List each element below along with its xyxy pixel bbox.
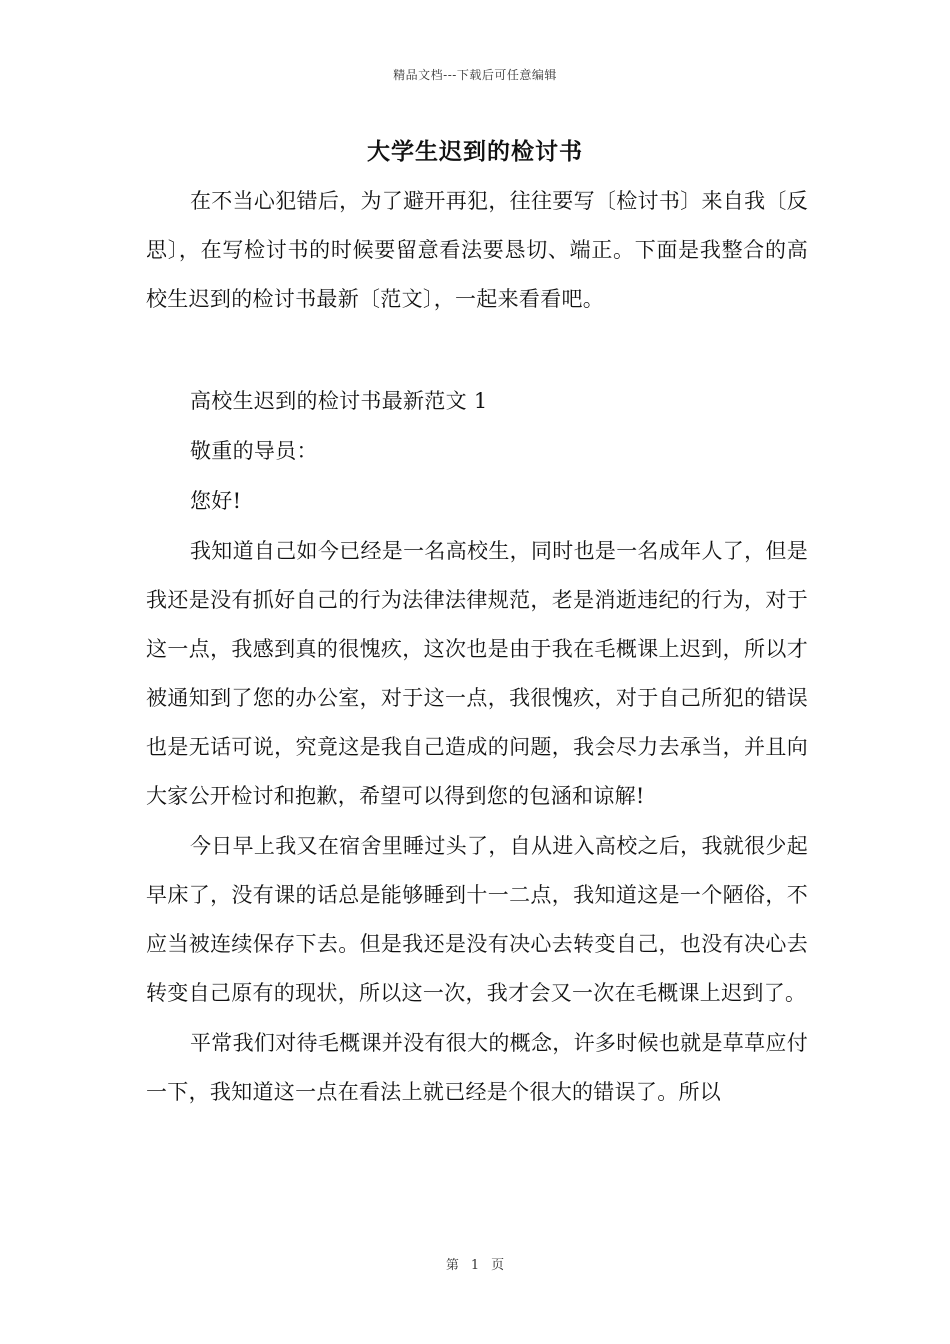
intro-paragraph: 在不当心犯错后，为了避开再犯，往往要写〔检讨书〕来自我〔反思〕，在写检讨书的时候要留意看法要恳切、端正。下面是我整合的高校生迟到的检讨书最新〔范文〕，一起来看看吧。 <box>146 189 808 311</box>
page-footer <box>0 1254 950 1273</box>
greeting: 您好! <box>190 489 242 513</box>
page-number: 1 <box>470 1258 480 1273</box>
body-paragraph: 今日早上我又在宿舍里睡过头了，自从进入高校之后，我就很少起早床了，没有课的话总是能够睡到十一二点，我知道这是一个陋俗，不应当被连续保存下去。但是我还是没有决心去转变自己，也没有决心去转变自己原有的现状，所以这一次，我才会又一次在毛概课上迟到了。 <box>146 834 808 1005</box>
body-paragraph: 我知道自己如今已经是一名高校生，同时也是一名成年人了，但是我还是没有抓好自己的行为法律法律规范，老是消逝违纪的行为，对于这一点，我感到真的很愧疚，这次也是由于我在毛概课上迟到，所以才被通知到了您的办公室，对于这一点，我很愧疚，对于自己所犯的错误也是无话可说，究竟这是我自己造成的问题，我会尽力去承当，并且向大家公开检讨和抱歉，希望可以得到您的包涵和谅解! <box>146 539 808 808</box>
body-paragraph: 平常我们对待毛概课并没有很大的概念，许多时候也就是草草应付一下，我知道这一点在看法上就已经是个很大的错误了。所以 <box>146 1031 808 1104</box>
letter-section <box>146 377 808 1118</box>
document-title: 大学生迟到的检讨书 <box>367 138 583 165</box>
intro-section <box>146 177 808 324</box>
section-title: 高校生迟到的检讨书最新范文 1 <box>190 389 488 413</box>
page-header: 精品文档---下载后可任意编辑 <box>393 68 557 82</box>
page-number-suffix: 页 <box>491 1258 505 1273</box>
salutation: 敬重的导员： <box>190 439 318 463</box>
page-number-prefix: 第 <box>445 1258 459 1273</box>
